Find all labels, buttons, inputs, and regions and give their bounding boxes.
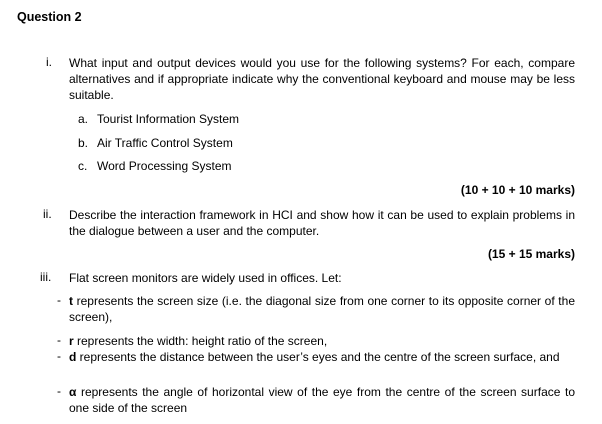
variable-d: d	[69, 350, 77, 364]
bullet-t	[69, 293, 575, 325]
part-i-text: What input and output devices would you use for the following systems? For each, compare alternatives and if appropriate indicate why the conventional keyboard and mouse may be less suitable.	[69, 56, 575, 102]
bullet-dash: -	[57, 349, 61, 363]
bullet-r-text: represents the width: height ratio of the screen,	[73, 334, 328, 348]
bullet-r	[69, 333, 575, 349]
question-heading: Question 2	[17, 10, 82, 24]
item-b-label: b.	[78, 136, 89, 150]
variable-alpha: α	[69, 385, 77, 399]
bullet-dash: -	[57, 384, 61, 398]
item-a-label: a.	[78, 112, 89, 126]
part-i-numeral: i.	[46, 55, 52, 69]
part-ii-marks: (15 + 15 marks)	[487, 247, 575, 261]
part-ii-text: Describe the interaction framework in HCI and show how it can be used to explain problems in the dialogue between a user and the computer.	[69, 208, 575, 238]
variable-t: t	[69, 294, 73, 308]
part-iii-text: Flat screen monitors are widely used in offices. Let:	[69, 271, 342, 285]
item-c-label: c.	[78, 159, 88, 173]
variable-r: r	[69, 334, 74, 348]
item-a-text: Tourist Information System	[97, 112, 240, 126]
bullet-d-text: represents the distance between the user’s eyes and the centre of the screen surface, and	[76, 350, 560, 364]
bullet-alpha-text: represents the angle of horizontal view of the eye from the centre of the screen surface to one side of the screen	[69, 385, 575, 415]
bullet-d	[69, 349, 575, 365]
part-ii-numeral: ii.	[43, 207, 52, 221]
bullet-alpha	[69, 384, 575, 416]
bullet-dash: -	[57, 333, 61, 347]
item-b-text: Air Traffic Control System	[97, 136, 233, 150]
bullet-dash: -	[57, 293, 61, 307]
bullet-t-text: represents the screen size (i.e. the diagonal size from one corner to its opposite corner of the screen),	[69, 294, 575, 324]
item-c-text: Word Processing System	[97, 159, 232, 173]
part-i-marks: (10 + 10 + 10 marks)	[460, 183, 575, 197]
part-iii-numeral: iii.	[40, 270, 52, 284]
